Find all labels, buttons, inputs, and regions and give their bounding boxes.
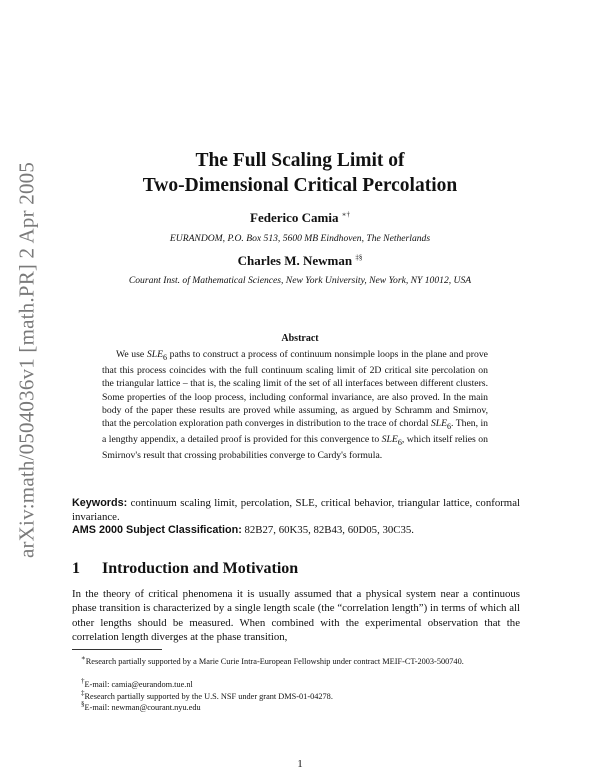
intro-paragraph: In the theory of critical phenomena it is usually assumed that a physical system near a continuous phase transition is characterized by a single length scale (the “correlation length”) in terms of which all other lengths should be measured. When combined with the experimental observation that the correlation length diverges at the phase transition, [72, 588, 520, 643]
arxiv-identifier: arXiv:math/0504036v1 [math.PR] 2 Apr 2005 [14, 161, 39, 559]
page-number: 1 [297, 758, 303, 770]
keywords [72, 496, 520, 524]
author-1-name: Federico Camia [250, 210, 339, 225]
keywords-label: Keywords: [72, 497, 128, 509]
title-line-2: Two-Dimensional Critical Percolation [142, 175, 458, 196]
title-line-1: The Full Scaling Limit of [195, 150, 405, 171]
section-number: 1 [72, 560, 80, 577]
author-1-affiliation: EURANDOM, P.O. Box 513, 5600 MB Eindhoven, The Netherlands [169, 233, 431, 244]
author-2-name: Charles M. Newman [237, 253, 353, 268]
author-1 [0, 210, 600, 226]
ams-text: 82B27, 60K35, 82B43, 60D05, 30C35. [241, 524, 414, 536]
footnote-1: ∗Research partially supported by a Marie Curie Intra-European Fellowship under contract MEIF-CT-2003-500740. [81, 654, 464, 666]
abstract-body: We use $SLE_6$ paths to construct a process of continuum nonsimple loops in the plane and prove that this process coincides with the full continuum scaling limit of 2D critical site percolation on the triangular lattice – that is, the scaling limit of the set of all interfaces between different clusters. Some properties of the loop process, including conformal invariance, are also proved. In the main body of the paper these results are proved while assuming, as argued by Schramm and Smirnov, that the percolation exploration path converges in distribution to the trace of chordal $SLE_6$. Then, in a lengthy appendix, a detailed proof is provided for this convergence to $SLE_6$, which itself relies on Smirnov's result that crossing probabilities converge to Cardy's formula. [102, 349, 489, 462]
author-2-affiliation: Courant Inst. of Mathematical Sciences, New York University, New York, NY 10012, USA [128, 275, 472, 286]
author-2-marks: ‡§ [355, 253, 363, 262]
section-heading [72, 560, 298, 578]
author-1-marks: ∗† [341, 210, 350, 219]
footnote-4: §E-mail: newman@courant.nyu.edu [81, 700, 201, 712]
paper-title [0, 148, 600, 198]
ams-classification [72, 523, 520, 537]
section-title: Introduction and Motivation [102, 560, 299, 577]
footnote-2: †E-mail: camia@eurandom.tue.nl [81, 677, 193, 689]
author-2 [0, 253, 600, 269]
abstract-heading: Abstract [281, 333, 319, 344]
footnote-rule [72, 649, 162, 650]
footnote-3: ‡Research partially supported by the U.S. NSF under grant DMS-01-04278. [81, 689, 333, 701]
ams-label: AMS 2000 Subject Classification: [72, 524, 242, 536]
keywords-text: continuum scaling limit, percolation, SLE, critical behavior, triangular lattice, conformal invariance. [72, 497, 520, 523]
